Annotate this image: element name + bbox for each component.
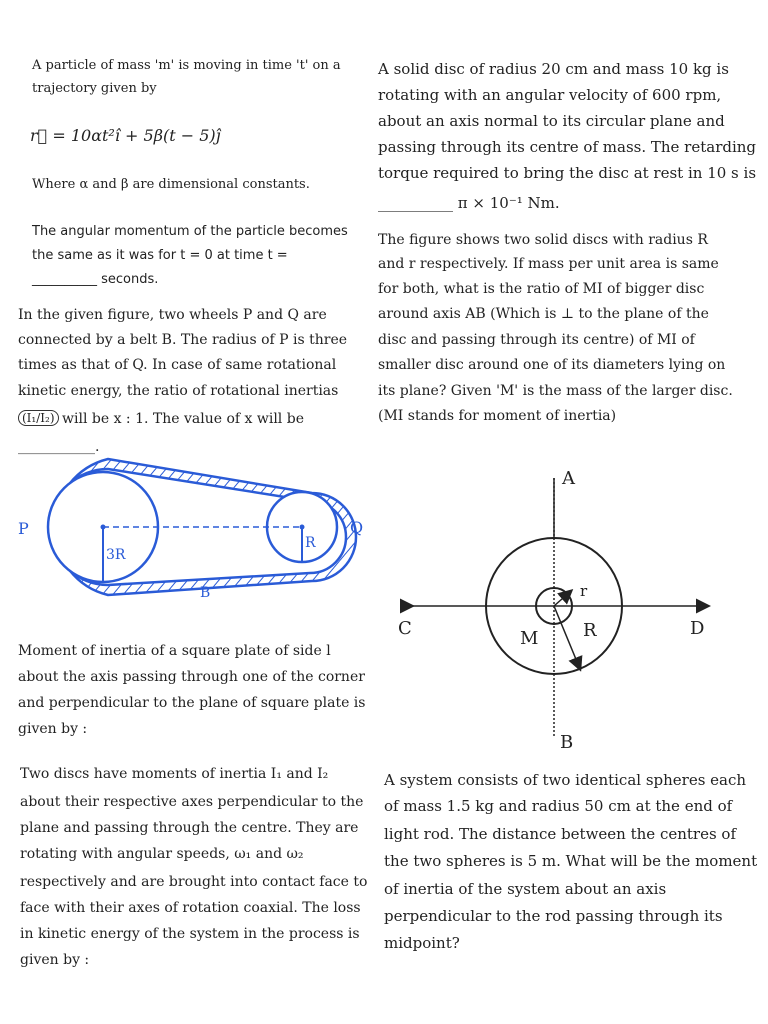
q6-line-4: rotating with angular speeds, ω₁ and ω₂ [20, 846, 304, 862]
q4-line-2: and r respectively. If mass per unit area is same [378, 256, 719, 272]
q2-line-1: A solid disc of radius 20 cm and mass 10 kg is [378, 60, 729, 78]
q6-line-1: Two discs have moments of inertia I₁ and I₂ [20, 766, 329, 782]
q4-line-3: for both, what is the ratio of MI of bigger disc [378, 281, 705, 297]
q3-line-3: times as that of Q. In case of same rotational [18, 357, 337, 373]
label-small-r: r [580, 582, 588, 600]
q2-line-5: torque required to bring the disc at rest in 10 s is [378, 164, 757, 182]
q5-line-1: Moment of inertia of a square plate of side l [18, 643, 331, 659]
label-3r: 3R [106, 547, 126, 563]
q1-line-5: the same as it was for t = 0 at time t = [32, 248, 288, 263]
q7-line-2: of mass 1.5 kg and radius 50 cm at the end of [384, 797, 733, 815]
label-r: R [305, 535, 316, 551]
q5-line-2: about the axis passing through one of the corner [18, 669, 365, 685]
q3-line-6: ___________. [18, 439, 100, 455]
q3-line-4: kinetic energy, the ratio of rotational inertias [18, 383, 339, 399]
q4-line-5: disc and passing through its centre) of MI of [378, 332, 695, 348]
q7-line-6: perpendicular to the rod passing through its [384, 907, 723, 925]
label-m: M [520, 628, 539, 649]
q4-line-6: smaller disc around one of its diameters lying on [378, 357, 726, 373]
q5-line-4: given by : [18, 721, 88, 737]
q1-equation: r⃗ = 10αt²î + 5β(t − 5)ĵ [30, 126, 221, 145]
q3-line-2: connected by a belt B. The radius of P is three [18, 332, 348, 348]
label-q: Q [350, 518, 364, 537]
q7-line-5: of inertia of the system about an axis [384, 880, 667, 898]
q1-line-2: trajectory given by [32, 81, 157, 96]
q3-line-5: will be x : 1. The value of x will be [62, 411, 304, 427]
q4-line-1: The figure shows two solid discs with radius R [378, 232, 708, 248]
q2-line-4: passing through its centre of mass. The retarding [378, 138, 757, 156]
q6-line-3: plane and passing through the centre. They are [20, 820, 359, 836]
q1-line-6: __________ seconds. [32, 272, 159, 287]
radius-r-small [554, 591, 571, 606]
label-big-r: R [583, 620, 597, 641]
q2-line-2: rotating with an angular velocity of 600 rpm, [378, 86, 722, 104]
label-p: P [18, 519, 29, 538]
q3-ratio: (I₁/I₂) [18, 410, 59, 426]
q4-line-4: around axis AB (Which is ⊥ to the plane of the [378, 306, 709, 322]
q3-line-1: In the given figure, two wheels P and Q are [18, 307, 327, 323]
label-c: C [398, 618, 412, 639]
q1-line-4: The angular momentum of the particle becomes [32, 224, 348, 239]
q2-line-6: __________ π × 10⁻¹ Nm. [378, 194, 560, 212]
q2-line-3: about an axis normal to its circular plane and [378, 112, 725, 130]
q5-line-3: and perpendicular to the plane of square plate is [18, 695, 366, 711]
radius-r-large [554, 606, 580, 669]
q6-line-5: respectively and are brought into contact face to [20, 874, 368, 890]
q7-line-1: A system consists of two identical spheres each [384, 771, 747, 789]
belt-wheels-figure [10, 455, 380, 605]
label-b-axis: B [560, 732, 574, 753]
q4-line-7: its plane? Given 'M' is the mass of the larger disc. [378, 383, 733, 399]
q7-line-7: midpoint? [384, 934, 460, 952]
q1-line-3: Where α and β are dimensional constants. [32, 177, 310, 192]
q6-line-7: in kinetic energy of the system in the process is [20, 926, 360, 942]
q7-line-3: light rod. The distance between the centres of [384, 825, 737, 843]
q6-line-6: face with their axes of rotation coaxial. The loss [20, 900, 361, 916]
label-a: A [562, 468, 575, 489]
label-b: B [200, 585, 211, 601]
q7-line-4: the two spheres is 5 m. What will be the moment [384, 852, 758, 870]
two-discs-figure [390, 458, 730, 758]
q6-line-8: given by : [20, 952, 90, 968]
q1-line-1: A particle of mass 'm' is moving in time 't' on a [32, 58, 341, 73]
q4-line-8: (MI stands for moment of inertia) [378, 408, 617, 424]
q6-line-2: about their respective axes perpendicular to the [20, 794, 364, 810]
label-d: D [690, 618, 705, 639]
